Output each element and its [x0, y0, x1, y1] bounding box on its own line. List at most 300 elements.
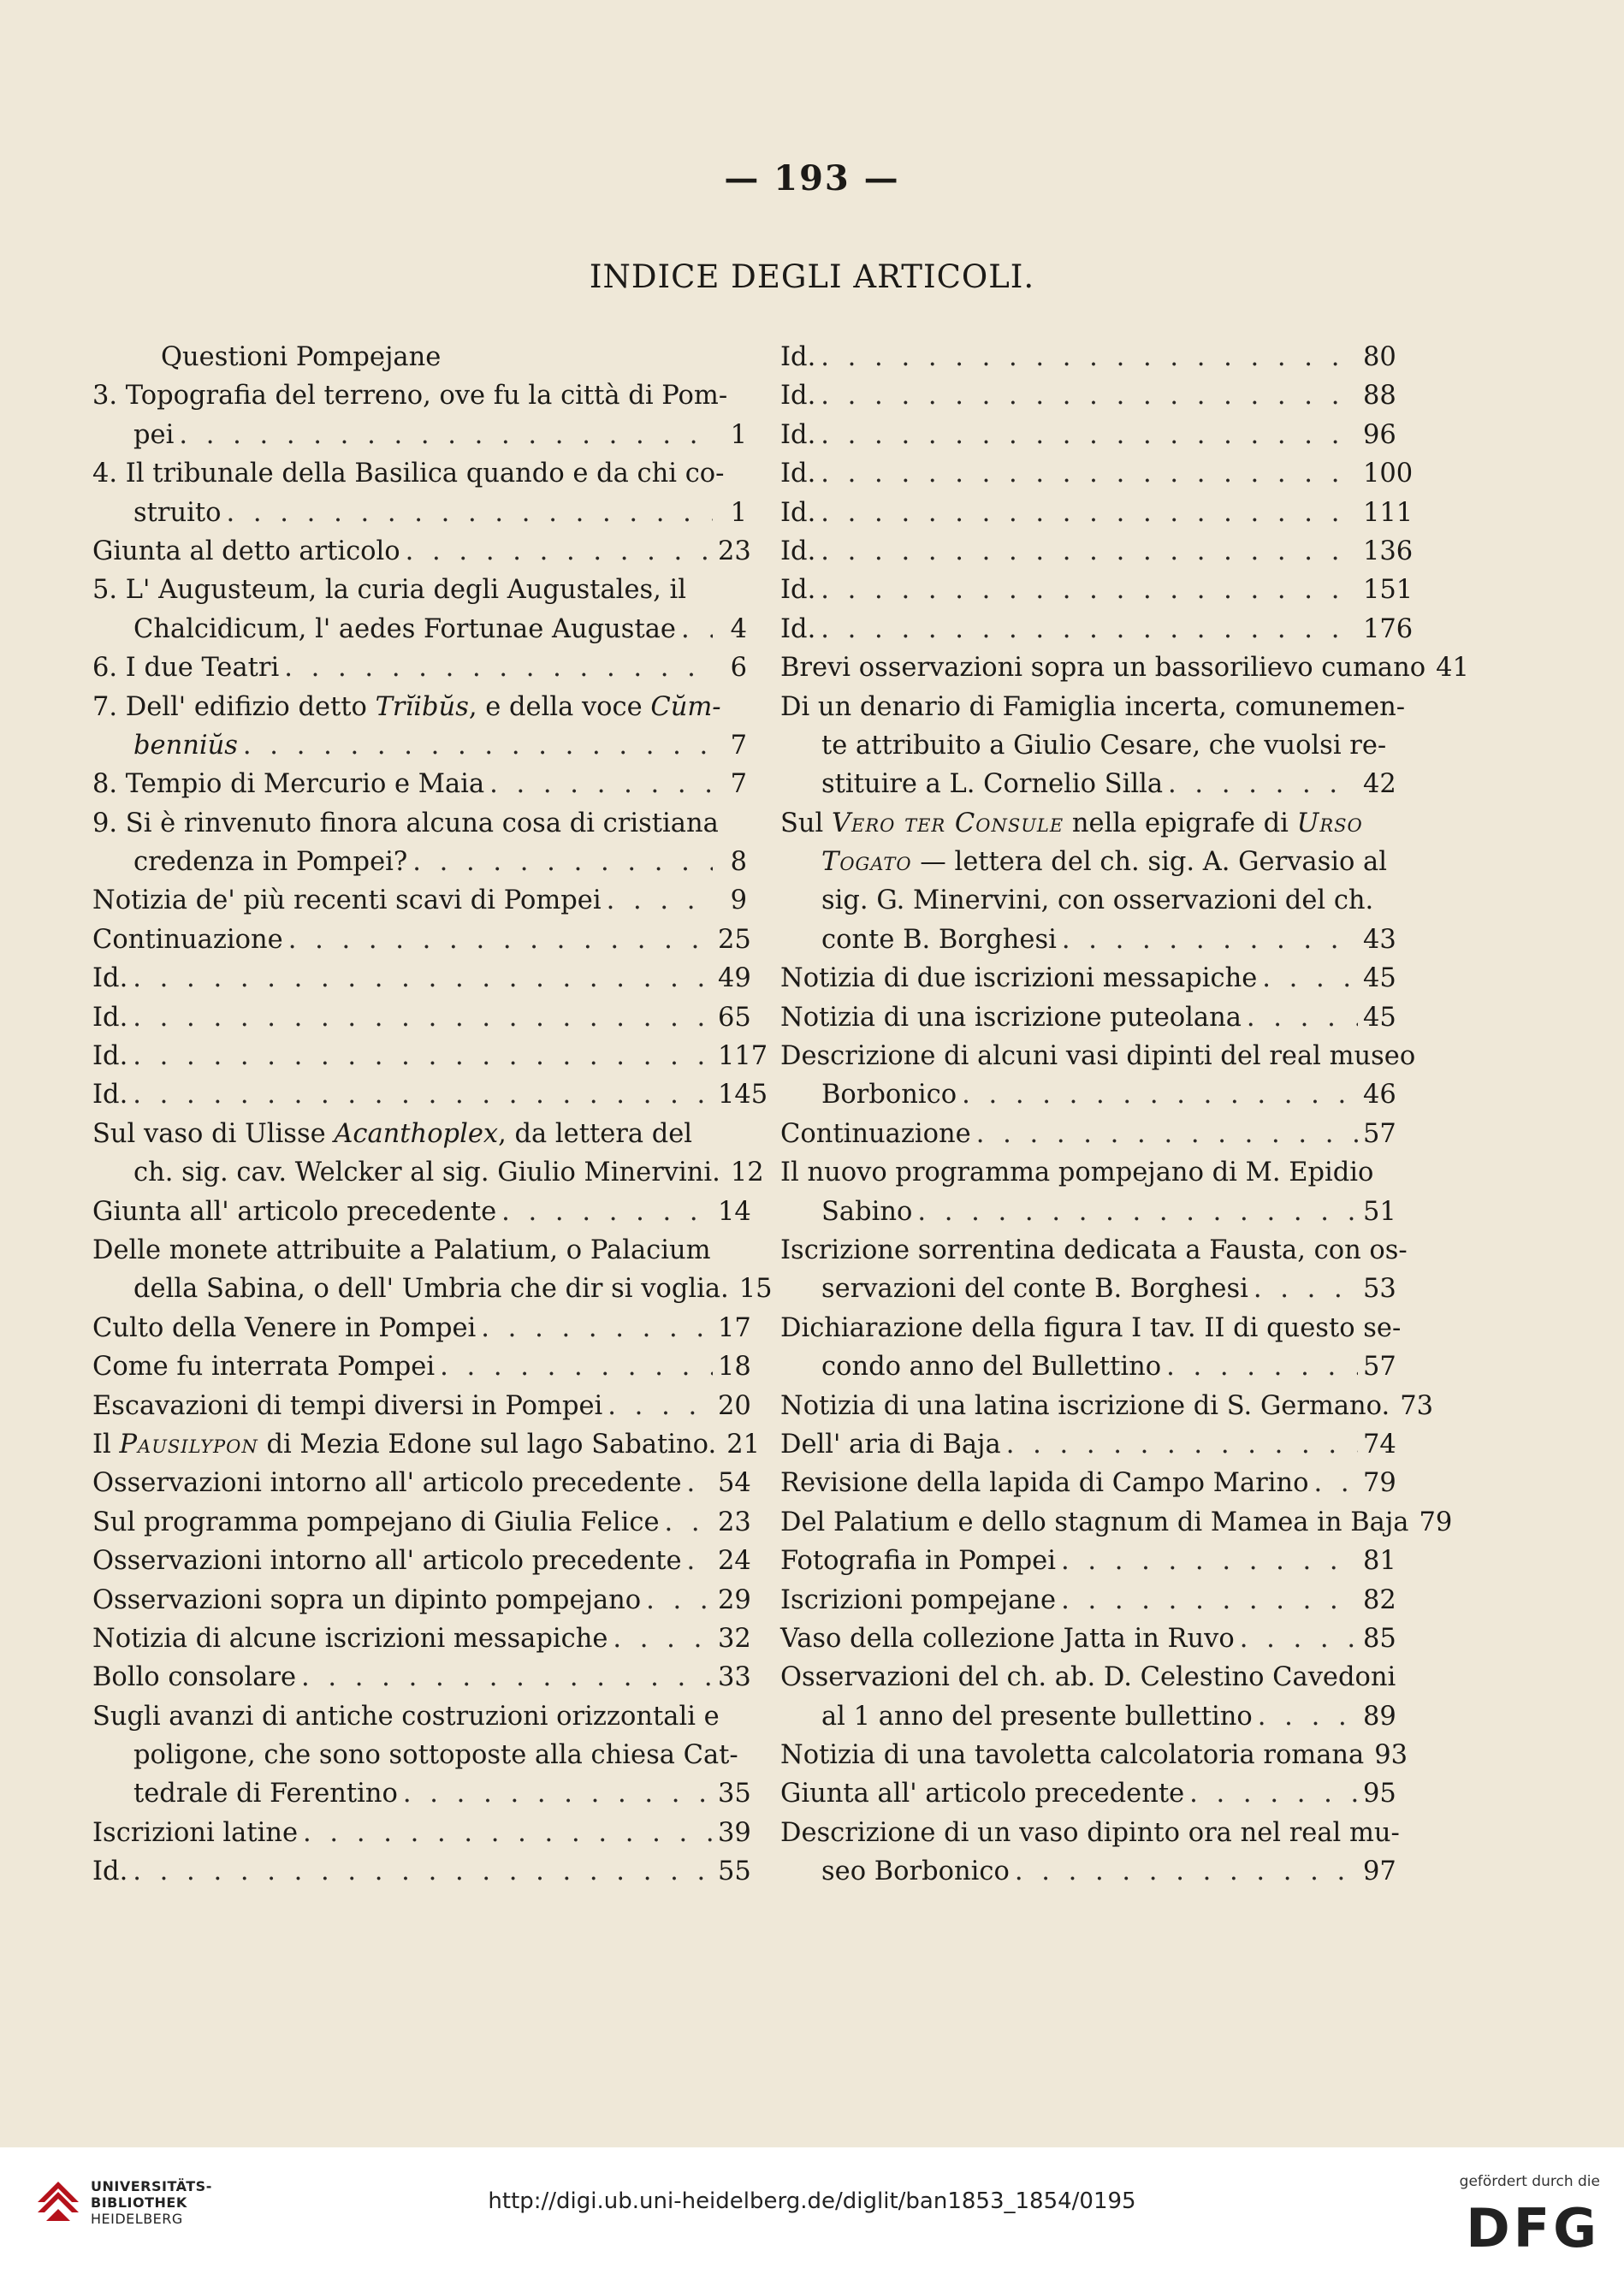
entry-line: [92, 454, 747, 493]
entry-title-text: Osservazioni sopra un dipinto pompejano: [92, 1584, 642, 1615]
index-entry: [780, 959, 1396, 998]
entry-title-text: Fotografia in Pompei: [780, 1546, 1056, 1577]
page-ref: 54: [718, 1468, 751, 1499]
index-entry: [780, 416, 1396, 454]
page-ref: 24: [718, 1546, 751, 1577]
entry-line: [780, 881, 1392, 920]
entry-title-text: pei: [133, 419, 175, 450]
entry-title-text: 7. Dell' edifizio detto Trĭibŭs, e della voce Cŭm-: [92, 691, 721, 722]
index-entry: [92, 1464, 751, 1502]
page-ref: 85: [1363, 1623, 1396, 1654]
index-entry: [92, 1814, 751, 1852]
entry-line: [92, 921, 751, 959]
entry-title-text: Continuazione: [92, 924, 283, 955]
entry-title-text: 6. I due Teatri: [92, 653, 280, 684]
entry-line: [92, 571, 747, 609]
index-entry: [780, 1231, 1408, 1309]
entry-title-text: tedrale di Ferentino: [133, 1779, 398, 1809]
entry-title-text: Giunta all' articolo precedente: [780, 1779, 1185, 1809]
index-entry: [92, 1115, 764, 1193]
entry-title-text: te attribuito a Giulio Cesare, che vuolsi re-: [821, 730, 1387, 761]
page-ref: 79: [1363, 1468, 1396, 1499]
page-ref: 51: [1363, 1196, 1396, 1227]
entry-title-text: Descrizione di un vaso dipinto ora nel real mu-: [780, 1817, 1400, 1848]
index-entry: [780, 1774, 1396, 1813]
page-ref: 8: [730, 847, 747, 878]
entry-line: [780, 648, 1469, 687]
entry-title-text: Il nuovo programma pompejano di M. Epidio: [780, 1158, 1374, 1188]
entry-title-text: seo Borbonico: [821, 1857, 1010, 1887]
entry-title-text: Id.: [92, 1857, 128, 1887]
entry-line: [92, 1075, 768, 1114]
entry-title-text: Notizia di una latina iscrizione di S. Germano.: [780, 1390, 1390, 1421]
page-ref: 88: [1363, 381, 1396, 412]
index-entry: [92, 1581, 751, 1620]
entry-line: [780, 921, 1396, 959]
entry-title-text: Id.: [92, 963, 128, 994]
index-entry: [92, 376, 747, 454]
page-ref: 73: [1400, 1390, 1434, 1421]
dot-leader: [1262, 959, 1358, 998]
entry-title-text: Notizia di due iscrizioni messapiche: [780, 963, 1258, 994]
page-ref: 45: [1363, 1002, 1396, 1033]
entry-line: [780, 1464, 1396, 1502]
entry-line: [92, 1347, 751, 1386]
dot-leader: [133, 998, 713, 1037]
entry-title-text: Delle monete attribuite a Palatium, o Palacium: [92, 1235, 711, 1265]
entry-line: [780, 1270, 1396, 1308]
entry-line: [780, 998, 1396, 1037]
dot-leader: [681, 610, 713, 648]
page-ref: 43: [1363, 924, 1396, 955]
dot-leader: [821, 454, 1358, 493]
entry-line: [780, 1347, 1396, 1386]
page-ref: 82: [1363, 1584, 1396, 1615]
entry-line: [92, 1658, 751, 1697]
entry-line: [780, 1814, 1400, 1852]
entry-line: [780, 1736, 1408, 1774]
entry-title-text: 4. Il tribunale della Basilica quando e da chi co-: [92, 459, 725, 489]
entry-title-text: Bollo consolare: [92, 1662, 297, 1693]
index-entry: [92, 1542, 751, 1580]
entry-line: [780, 338, 1396, 376]
entry-title-text: Dichiarazione della figura I tav. II di questo se-: [780, 1312, 1402, 1343]
entry-line: [92, 1697, 747, 1736]
dot-leader: [227, 494, 713, 532]
entry-title-text: Borbonico: [821, 1080, 957, 1110]
index-entry: [92, 804, 747, 882]
entry-title-text: Continuazione: [780, 1118, 971, 1149]
entry-line: [92, 843, 747, 881]
entry-line: [92, 376, 747, 415]
entry-line: [780, 1503, 1453, 1542]
dot-leader: [917, 1193, 1358, 1231]
dot-leader: [501, 1193, 713, 1231]
index-entry: [92, 532, 751, 571]
dfg-logo: DFG: [1466, 2197, 1600, 2259]
entry-title-text: Sabino: [821, 1196, 913, 1227]
entry-line: [780, 1542, 1396, 1580]
page-ref: 95: [1363, 1779, 1396, 1809]
page-ref: 151: [1363, 575, 1414, 606]
index-entry: [780, 1658, 1396, 1736]
index-entry: [92, 1193, 751, 1231]
entry-title-text: Sugli avanzi di antiche costruzioni orizzontali e: [92, 1701, 720, 1732]
entry-title-text: sig. G. Minervini, con osservazioni del ch.: [821, 885, 1374, 916]
index-entry: [780, 494, 1414, 532]
entry-title-text: Sul Vero ter Consule nella epigrafe di Urso: [780, 808, 1363, 838]
left-column: [92, 338, 773, 1892]
page-ref: 35: [718, 1779, 751, 1809]
entry-title-text: Giunta al detto articolo: [92, 536, 400, 566]
index-title: INDICE DEGLI ARTICOLI.: [589, 258, 1035, 295]
dot-leader: [607, 881, 713, 920]
index-entry: [780, 648, 1469, 687]
entry-line: [92, 416, 747, 454]
entry-title-text: Escavazioni di tempi diversi in Pompei: [92, 1390, 603, 1421]
entry-line: [780, 688, 1406, 726]
index-entry: [92, 921, 751, 959]
entry-title-text: servazioni del conte B. Borghesi: [821, 1274, 1248, 1305]
entry-line: [92, 610, 747, 648]
entry-title-text: 8. Tempio di Mercurio e Maia: [92, 769, 485, 800]
index-entry: [92, 1852, 751, 1891]
index-entry: [92, 1503, 751, 1542]
page-ref: 97: [1363, 1857, 1396, 1887]
page-ref: 4: [730, 613, 747, 644]
page-ref: 45: [1363, 963, 1396, 994]
page-ref: 117: [718, 1041, 768, 1072]
dot-leader: [1061, 1581, 1358, 1620]
entry-line: [780, 1153, 1392, 1192]
entry-line: [780, 610, 1414, 648]
entry-title-text: Id.: [780, 613, 816, 644]
entry-line: [780, 1387, 1434, 1425]
index-entry: [780, 1620, 1396, 1658]
entry-line: [92, 1037, 768, 1075]
entry-title-text: Del Palatium e dello stagnum di Mamea in Baja: [780, 1507, 1409, 1537]
entry-line: [780, 532, 1414, 571]
entry-title-text: Sul programma pompejano di Giulia Felice: [92, 1507, 660, 1537]
page-ref: 46: [1363, 1080, 1396, 1110]
index-entry: [92, 688, 747, 766]
page-ref: 32: [718, 1623, 751, 1654]
entry-line: [780, 765, 1396, 803]
page-ref: 1: [730, 419, 747, 450]
index-entry: [92, 881, 747, 920]
entry-line: [780, 376, 1396, 415]
dot-leader: [962, 1075, 1358, 1114]
entry-title-text: Descrizione di alcuni vasi dipinti del real museo: [780, 1041, 1416, 1072]
dot-leader: [821, 416, 1358, 454]
index-entry: [780, 998, 1396, 1037]
dot-leader: [440, 1347, 713, 1386]
entry-line: [780, 1231, 1408, 1270]
dot-leader: [646, 1581, 713, 1620]
page-ref: 21: [726, 1429, 760, 1460]
index-entry: [780, 1736, 1408, 1774]
page-ref: 15: [738, 1274, 773, 1305]
entry-line: [780, 843, 1392, 881]
page-number: — 193 —: [724, 158, 900, 198]
dot-leader: [1254, 1270, 1358, 1308]
index-entry: [780, 571, 1414, 609]
entry-title-text: 3. Topografia del terreno, ove fu la città di Pom-: [92, 381, 728, 412]
page-ref: 41: [1436, 653, 1469, 684]
entry-line: [780, 454, 1414, 493]
index-entry: [92, 1347, 751, 1386]
entry-title-text: Osservazioni del ch. ab. D. Celestino Cavedoni: [780, 1662, 1396, 1693]
library-name-line: UNIVERSITÄTS-: [91, 2178, 212, 2194]
right-column: [780, 338, 1469, 1892]
entry-title-text: Id.: [780, 575, 816, 606]
page-ref: 111: [1363, 497, 1414, 528]
entry-line: [780, 1658, 1396, 1697]
dot-leader: [288, 921, 713, 959]
index-entry: [780, 376, 1396, 415]
dot-leader: [303, 1814, 713, 1852]
entry-title-text: Id.: [780, 497, 816, 528]
entry-line: [92, 1193, 751, 1231]
index-entry: [92, 998, 751, 1037]
page-ref: 25: [718, 924, 751, 955]
entry-line: [92, 1387, 751, 1425]
page-ref: 80: [1363, 342, 1396, 372]
section-heading: Questioni Pompejane: [161, 342, 442, 372]
dot-leader: [821, 338, 1358, 376]
index-entry: [92, 1620, 751, 1658]
page-ref: 14: [718, 1196, 751, 1227]
page-ref: 74: [1363, 1429, 1396, 1460]
index-entry: [92, 765, 747, 803]
entry-line: [780, 1852, 1396, 1891]
index-entry: [92, 1075, 768, 1114]
source-url-link[interactable]: http://digi.ub.uni-heidelberg.de/diglit/ban1853_1854/0195: [488, 2188, 1136, 2214]
entry-title-text: Id.: [92, 1002, 128, 1033]
index-entry: [780, 1503, 1453, 1542]
index-entry: [92, 454, 747, 532]
entry-line: [92, 688, 747, 726]
entry-title-text: Il Pausilypon di Mezia Edone sul lago Sabatino.: [92, 1429, 717, 1460]
dot-leader: [133, 959, 713, 998]
dot-leader: [976, 1115, 1358, 1153]
page-ref: 33: [718, 1662, 751, 1693]
entry-title-text: Notizia di alcune iscrizioni messapiche: [92, 1623, 608, 1654]
entry-title-text: Id.: [780, 342, 816, 372]
entry-title-text: della Sabina, o dell' Umbria che dir si voglia.: [133, 1274, 729, 1305]
entry-title-text: benniŭs: [133, 730, 238, 761]
entry-title-text: Id.: [780, 419, 816, 450]
entry-line: [92, 1620, 751, 1658]
entry-line: [92, 1774, 751, 1813]
entry-title-text: Id.: [780, 381, 816, 412]
dot-leader: [687, 1464, 713, 1502]
entry-line: [780, 494, 1414, 532]
page-ref: 12: [730, 1158, 764, 1188]
dot-leader: [406, 532, 713, 571]
page-ref: 6: [730, 653, 747, 684]
entry-line: [92, 1542, 751, 1580]
dot-leader: [1166, 1347, 1358, 1386]
entry-title-text: conte B. Borghesi: [821, 924, 1057, 955]
entry-title-text: ch. sig. cav. Welcker al sig. Giulio Minervini.: [133, 1158, 720, 1188]
entry-line: [780, 804, 1392, 843]
index-entry: [780, 338, 1396, 376]
library-name-line: HEIDELBERG: [91, 2211, 183, 2227]
page-ref: 7: [730, 730, 747, 761]
entry-title-text: Id.: [92, 1041, 128, 1072]
dot-leader: [133, 1852, 713, 1891]
page-ref: 65: [718, 1002, 751, 1033]
entry-line: [92, 804, 747, 843]
entry-line: [92, 648, 747, 687]
index-entry: [780, 688, 1406, 804]
page-ref: 39: [718, 1817, 751, 1848]
entry-line: [780, 1774, 1396, 1813]
entry-title-text: Dell' aria di Baja: [780, 1429, 1001, 1460]
entry-line: [92, 1231, 747, 1270]
dot-leader: [1258, 1697, 1358, 1736]
dot-leader: [1240, 1620, 1358, 1658]
index-entry: [780, 1542, 1396, 1580]
entry-title-text: Id.: [780, 459, 816, 489]
page-ref: 93: [1374, 1740, 1408, 1771]
index-entry: [780, 1037, 1416, 1115]
dot-leader: [1168, 765, 1358, 803]
index-entry: [92, 1231, 773, 1309]
entry-title-text: 9. Si è rinvenuto finora alcuna cosa di cristiana: [92, 808, 719, 838]
entry-line: [92, 998, 751, 1037]
page-ref: 17: [718, 1312, 751, 1343]
entry-title-text: Sul vaso di Ulisse Acanthoplex, da lettera del: [92, 1118, 693, 1149]
index-entry: [92, 1658, 751, 1697]
entry-title-text: Iscrizioni latine: [92, 1817, 299, 1848]
entry-line: [780, 1309, 1402, 1347]
page-ref: 176: [1363, 613, 1414, 644]
dot-leader: [403, 1774, 713, 1813]
entry-line: [780, 726, 1392, 765]
index-entry: [780, 804, 1396, 960]
page-ref: 1: [730, 497, 747, 528]
page-ref: 20: [718, 1390, 751, 1421]
entry-title-text: Giunta all' articolo precedente: [92, 1196, 497, 1227]
dot-leader: [821, 571, 1358, 609]
page-ref: 79: [1419, 1507, 1453, 1537]
entry-title-text: 5. L' Augusteum, la curia degli Augustales, il: [92, 575, 687, 606]
dot-leader: [481, 1309, 713, 1347]
page-ref: 81: [1363, 1546, 1396, 1577]
page-ref: 18: [718, 1352, 751, 1383]
entry-line: [92, 1503, 751, 1542]
dot-leader: [821, 494, 1358, 532]
dot-leader: [608, 1387, 713, 1425]
entry-title-text: al 1 anno del presente bullettino: [821, 1701, 1253, 1732]
dot-leader: [133, 1037, 713, 1075]
dot-leader: [665, 1503, 714, 1542]
entry-title-text: poligone, che sono sottoposte alla chiesa Cat-: [133, 1740, 738, 1771]
entry-line: [92, 726, 747, 765]
entry-title-text: struito: [133, 497, 222, 528]
dot-leader: [1006, 1425, 1358, 1464]
entry-title-text: Chalcidicum, l' aedes Fortunae Augustae: [133, 613, 676, 644]
page-ref: 145: [718, 1080, 768, 1110]
entry-line: [780, 1581, 1396, 1620]
dot-leader: [179, 416, 713, 454]
dot-leader: [284, 648, 713, 687]
page-ref: 55: [718, 1857, 751, 1887]
entry-title-text: credenza in Pompei?: [133, 847, 408, 878]
entry-title-text: Id.: [780, 536, 816, 566]
page-ref: 49: [718, 963, 751, 994]
dot-leader: [133, 1075, 713, 1114]
index-entry: [780, 532, 1414, 571]
entry-line: [92, 881, 747, 920]
entry-line: [92, 494, 747, 532]
index-entry: [92, 959, 751, 998]
index-entry: [780, 1115, 1396, 1153]
entry-title-text: Revisione della lapida di Campo Marino: [780, 1468, 1309, 1499]
entry-title-text: Iscrizione sorrentina dedicata a Fausta, con os-: [780, 1235, 1408, 1265]
entry-title-text: Notizia di una iscrizione puteolana: [780, 1002, 1242, 1033]
index-entry: [780, 1309, 1402, 1387]
entry-line: [780, 1193, 1396, 1231]
dot-leader: [821, 610, 1358, 648]
page-ref: 23: [718, 1507, 751, 1537]
entry-line: [92, 1736, 747, 1774]
entry-line: [780, 416, 1396, 454]
entry-title-text: Id.: [92, 1080, 128, 1110]
page-ref: 7: [730, 769, 747, 800]
entry-line: [92, 1309, 751, 1347]
index-entry: [92, 1697, 751, 1814]
entry-title-text: Brevi osservazioni sopra un bassorilievo cumano: [780, 653, 1426, 684]
dot-leader: [821, 376, 1358, 415]
dot-leader: [243, 726, 713, 765]
index-entry: [780, 1464, 1396, 1502]
dot-leader: [1189, 1774, 1358, 1813]
index-entry: [780, 1153, 1396, 1231]
dot-leader: [687, 1542, 713, 1580]
page-ref: 23: [718, 536, 751, 566]
dot-leader: [301, 1658, 713, 1697]
page-ref: 100: [1363, 459, 1414, 489]
entry-title-text: Iscrizioni pompejane: [780, 1584, 1057, 1615]
page-ref: 29: [718, 1584, 751, 1615]
entry-line: [780, 1620, 1396, 1658]
entry-line: [780, 571, 1414, 609]
library-name-line: BIBLIOTHEK: [91, 2194, 187, 2211]
entry-line: [92, 1464, 751, 1502]
dot-leader: [1015, 1852, 1358, 1891]
entry-line: [780, 1037, 1416, 1075]
footer-bar: [0, 2147, 1624, 2274]
index-entry: [92, 648, 747, 687]
entry-title-text: stituire a L. Cornelio Silla: [821, 769, 1164, 800]
entry-line: [780, 1697, 1396, 1736]
page-ref: 89: [1363, 1701, 1396, 1732]
entry-title-text: Come fu interrata Pompei: [92, 1352, 436, 1383]
entry-line: [780, 1115, 1396, 1153]
index-entry: [780, 610, 1414, 648]
entry-line: [780, 1425, 1396, 1464]
page-ref: 53: [1363, 1274, 1396, 1305]
dot-leader: [489, 765, 713, 803]
dot-leader: [1247, 998, 1358, 1037]
entry-title-text: Notizia de' più recenti scavi di Pompei: [92, 885, 602, 916]
entry-title-text: Culto della Venere in Pompei: [92, 1312, 477, 1343]
entry-line: [92, 1425, 760, 1464]
entry-line: [92, 1153, 764, 1192]
